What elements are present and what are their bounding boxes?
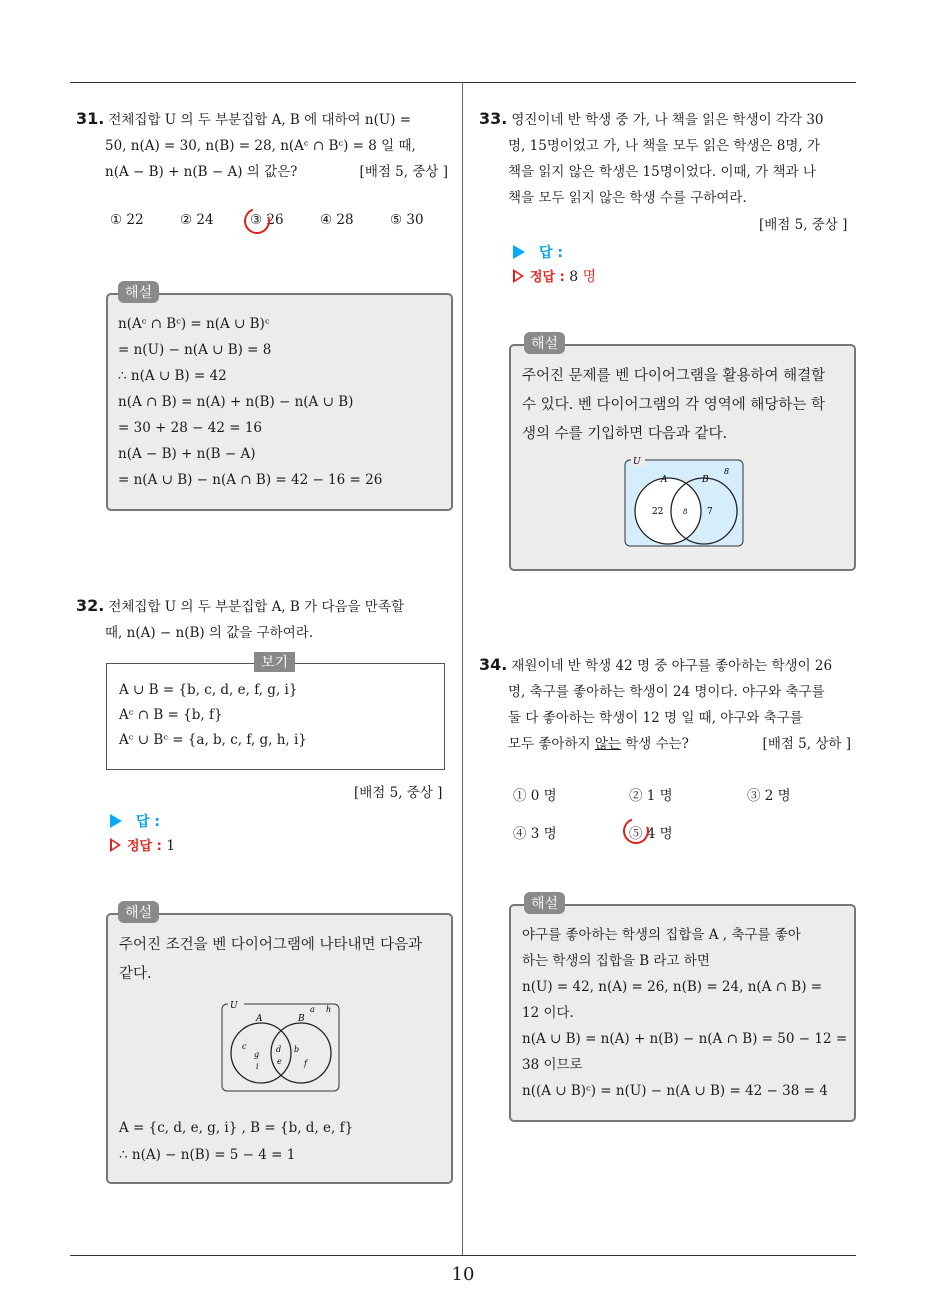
question-line: 책을 읽지 않은 학생은 15명이었다. 이때, 가 책과 나 <box>508 164 816 180</box>
answer-circle-mark <box>619 814 654 849</box>
choices-34-row2 <box>513 822 747 842</box>
explanation-line: 야구를 좋아하는 학생의 집합을 A , 축구를 좋아 <box>522 927 801 943</box>
score-label: [배점 5, 상하 ] <box>762 736 851 752</box>
question-line: 때, n(A) − n(B) 의 값을 구하여라. <box>105 625 314 641</box>
venn-element: b <box>294 1045 300 1054</box>
venn-label-u: U <box>633 457 641 467</box>
outline-triangle-icon <box>110 838 121 852</box>
answer-label: 답 : <box>136 814 160 830</box>
venn-element: e <box>277 1057 282 1066</box>
explanation-line: = n(A ∪ B) − n(A ∩ B) = 42 − 16 = 26 <box>118 472 383 488</box>
explanation-line: n(U) = 42, n(A) = 26, n(B) = 24, n(A ∩ B) = <box>522 979 823 995</box>
question-line: 전체집합 U 의 두 부분집합 A, B 에 대하여 n(U) = <box>108 112 412 128</box>
underlined-word: 않는 <box>594 736 621 752</box>
explanation-line: 하는 학생의 집합을 B 라고 하면 <box>522 953 710 969</box>
explanation-tag: 해설 <box>118 281 159 303</box>
venn-diagram-33 <box>623 454 747 550</box>
question-number: 34. <box>479 655 508 674</box>
explanation-line: = n(U) − n(A ∪ B) = 8 <box>118 342 272 358</box>
correct-label: 정답 : <box>530 270 565 285</box>
question-32 <box>76 593 456 646</box>
venn-element: f <box>304 1059 307 1068</box>
explanation-tag: 해설 <box>524 892 565 914</box>
question-line <box>508 731 689 757</box>
question-34 <box>479 652 859 757</box>
venn-element: g <box>254 1050 260 1059</box>
choice-3-label: ③ 26 <box>250 212 284 228</box>
choice-4[interactable]: ④ 28 <box>320 212 354 228</box>
play-triangle-icon <box>513 245 525 259</box>
explanation-line: n((A ∪ B)ᶜ) = n(U) − n(A ∪ B) = 42 − 38 = 4 <box>522 1083 828 1099</box>
bogi-tag: 보기 <box>254 652 295 672</box>
choice-3[interactable]: ③ 2 명 <box>747 788 791 804</box>
explanation-line: 생의 수를 기입하면 다음과 같다. <box>522 426 728 442</box>
venn-outside-count: 8 <box>724 467 730 476</box>
question-number: 31. <box>76 109 105 128</box>
venn-label-a: A <box>661 475 668 485</box>
choices-31 <box>110 212 460 228</box>
bogi-line: Aᶜ ∩ B = {b, f} <box>119 707 223 723</box>
question-line: 명, 축구를 좋아하는 학생이 24 명이다. 야구와 축구를 <box>508 684 825 700</box>
question-text: 학생 수는? <box>620 736 689 752</box>
score-label: [배점 5, 중상 ] <box>354 785 443 801</box>
explanation-line: n(Aᶜ ∩ Bᶜ) = n(A ∪ B)ᶜ <box>118 316 270 332</box>
play-triangle-icon <box>110 814 122 828</box>
explanation-line: ∴ n(A ∪ B) = 42 <box>118 368 227 384</box>
explanation-line: n(A ∪ B) = n(A) + n(B) − n(A ∩ B) = 50 − 12 = <box>522 1031 848 1047</box>
choice-2[interactable]: ② 24 <box>180 212 214 228</box>
explanation-line: n(A ∩ B) = n(A) + n(B) − n(A ∪ B) <box>118 394 354 410</box>
choice-1[interactable]: ① 0 명 <box>513 788 557 804</box>
explanation-box-33 <box>509 344 856 571</box>
explanation-tag: 해설 <box>118 901 159 923</box>
venn-element: i <box>256 1062 259 1071</box>
question-number: 33. <box>479 109 508 128</box>
question-33 <box>479 106 859 211</box>
score-label: [배점 5, 중상 ] <box>359 164 448 180</box>
bottom-rule <box>70 1255 856 1256</box>
bogi-line: A ∪ B = {b, c, d, e, f, g, i} <box>119 682 298 698</box>
venn-both-count: 8 <box>683 508 688 516</box>
correct-unit: 명 <box>582 269 597 285</box>
explanation-box-34 <box>509 904 856 1122</box>
venn-label-u: U <box>230 1001 238 1011</box>
venn-element: d <box>276 1045 282 1054</box>
explanation-line: n(A − B) + n(B − A) <box>118 446 256 462</box>
venn-label-b: B <box>702 475 709 485</box>
explanation-tag: 해설 <box>524 332 565 354</box>
question-line: 명, 15명이었고 가, 나 책을 모두 읽은 학생은 8명, 가 <box>508 138 820 154</box>
choice-5-label: ⑤ 4 명 <box>629 826 673 842</box>
explanation-line: A = {c, d, e, g, i} , B = {b, d, e, f} <box>119 1120 354 1136</box>
correct-label: 정답 : <box>127 839 162 854</box>
explanation-line: 주어진 조건을 벤 다이어그램에 나타내면 다음과 <box>119 937 423 953</box>
explanation-line: 같다. <box>119 966 152 982</box>
explanation-box-31 <box>106 293 453 511</box>
explanation-line: 수 있다. 벤 다이어그램의 각 영역에 해당하는 학 <box>522 397 826 413</box>
explanation-line: 38 이므로 <box>522 1057 583 1073</box>
choice-3[interactable] <box>250 212 320 228</box>
bogi-box <box>106 663 445 770</box>
question-line: 책을 모두 읽지 않은 학생 수를 구하여라. <box>508 190 747 206</box>
explanation-line: 12 이다. <box>522 1005 574 1021</box>
answer-circle-mark <box>240 204 275 239</box>
choice-5[interactable]: ⑤ 30 <box>390 212 424 228</box>
explanation-box-32 <box>106 913 453 1184</box>
venn-element: c <box>242 1042 247 1051</box>
venn-diagram-32 <box>218 997 343 1095</box>
page-number: 10 <box>451 1264 475 1285</box>
answer-area-33 <box>513 241 596 290</box>
explanation-line: = 30 + 28 − 42 = 16 <box>118 420 262 436</box>
question-line: 50, n(A) = 30, n(B) = 28, n(Aᶜ ∩ Bᶜ) = 8 일 때, <box>105 138 416 154</box>
answer-area-32 <box>110 810 175 859</box>
choice-1[interactable]: ① 22 <box>110 212 144 228</box>
question-text: 모두 좋아하지 <box>508 736 595 752</box>
explanation-line: ∴ n(A) − n(B) = 5 − 4 = 1 <box>119 1147 296 1163</box>
column-divider <box>462 82 463 1256</box>
correct-value: 1 <box>166 838 176 854</box>
explanation-line: 주어진 문제를 벤 다이어그램을 활용하여 해결할 <box>522 368 826 384</box>
top-rule <box>70 82 856 83</box>
venn-a-only-count: 22 <box>652 507 664 517</box>
choices-34-row1 <box>513 784 847 804</box>
venn-label-b: B <box>298 1014 305 1024</box>
venn-b-only-count: 7 <box>707 507 713 517</box>
correct-value: 8 <box>569 269 579 285</box>
choice-5[interactable] <box>629 822 747 842</box>
score-label: [배점 5, 중상 ] <box>759 217 848 233</box>
venn-element: h <box>326 1005 332 1014</box>
outline-triangle-icon <box>513 269 524 283</box>
choice-2[interactable]: ② 1 명 <box>629 788 673 804</box>
bogi-line: Aᶜ ∪ Bᶜ = {a, b, c, f, g, h, i} <box>119 732 307 748</box>
question-line: 둘 다 좋아하는 학생이 12 명 일 때, 야구와 축구를 <box>508 710 803 726</box>
answer-label: 답 : <box>539 245 563 261</box>
choice-4[interactable]: ④ 3 명 <box>513 826 557 842</box>
question-line: 영진이네 반 학생 중 가, 나 책을 읽은 학생이 각각 30 <box>511 112 824 128</box>
venn-label-a: A <box>256 1014 263 1024</box>
question-line: 전체집합 U 의 두 부분집합 A, B 가 다음을 만족할 <box>108 599 405 615</box>
question-31 <box>76 106 456 185</box>
question-line: n(A − B) + n(B − A) 의 값은? <box>105 164 298 180</box>
question-line: 재원이네 반 학생 42 명 중 야구를 좋아하는 학생이 26 <box>511 658 833 674</box>
venn-element: a <box>310 1005 315 1014</box>
question-number: 32. <box>76 596 105 615</box>
